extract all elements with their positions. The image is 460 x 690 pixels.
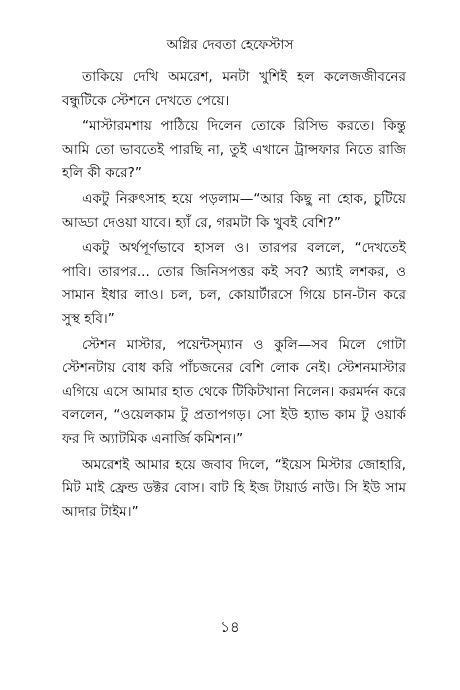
page-number: ১৪ [220, 618, 240, 636]
paragraph-3: একটু নিরুৎসাহ হয়ে পড়লাম—“আর কিছু না হোক, চুটিয়ে আড্ডা দেওয়া যাবে। হ্যাঁ রে, গরমটা কি খুবই বেশি?” [62, 190, 406, 231]
body-text [62, 66, 406, 526]
paragraph-6: অমরেশই আমার হয়ে জবাব দিলে, “ইয়েস মিস্টার জোহারি, মিট মাই ফ্রেন্ড ডক্টর বোস। বাট হি ইজ টায়ার্ড নাউ। সি ইউ সাম আদার টাইম।” [62, 456, 406, 520]
running-header: অগ্নির দেবতা হেফেস্টাস [166, 37, 294, 53]
paragraph-2: “মাস্টারমশায় পাঠিয়ে দিলেন তোকে রিসিভ করতে। কিন্তু আমি তো ভাবতেই পারছি না, তুই এখানে ট্রান্সফার নিতে রাজি হলি কী করে?” [62, 118, 406, 182]
paragraph-4: একটু অর্থপূর্ণভাবে হাসল ও। তারপর বললে, “দেখতেই পাবি। তারপর... তোর জিনিসপত্তর কই সব? অ্যাই লশকর, ও সামান ইধার লাও। চল, চল, কোয়ার্টারসে গিয়ে চান-টান করে সুস্থ হবি।” [62, 240, 406, 327]
paragraph-5: স্টেশন মাস্টার, পয়েন্টস্‌ম্যান ও কুলি—সব মিলে গোটা স্টেশনটায় বোধ করি পাঁচজনের বেশি লোক নেই। স্টেশনমাস্টার এগিয়ে এসে আমার হাত থেকে টিকিটখানা নিলেন। করমর্দন করে বললেন, “ওয়েলকাম টু প্রতাপগড়। সো ইউ হ্যাভ কাম টু ওয়ার্ক ফর দি অ্যাটমিক এনার্জি কমিশন।” [62, 336, 406, 447]
paragraph-1: তাকিয়ে দেখি অমরেশ, মনটা খুশিই হল কলেজজীবনের বন্ধুটিকে স্টেশনে দেখতে পেয়ে। [62, 69, 406, 109]
